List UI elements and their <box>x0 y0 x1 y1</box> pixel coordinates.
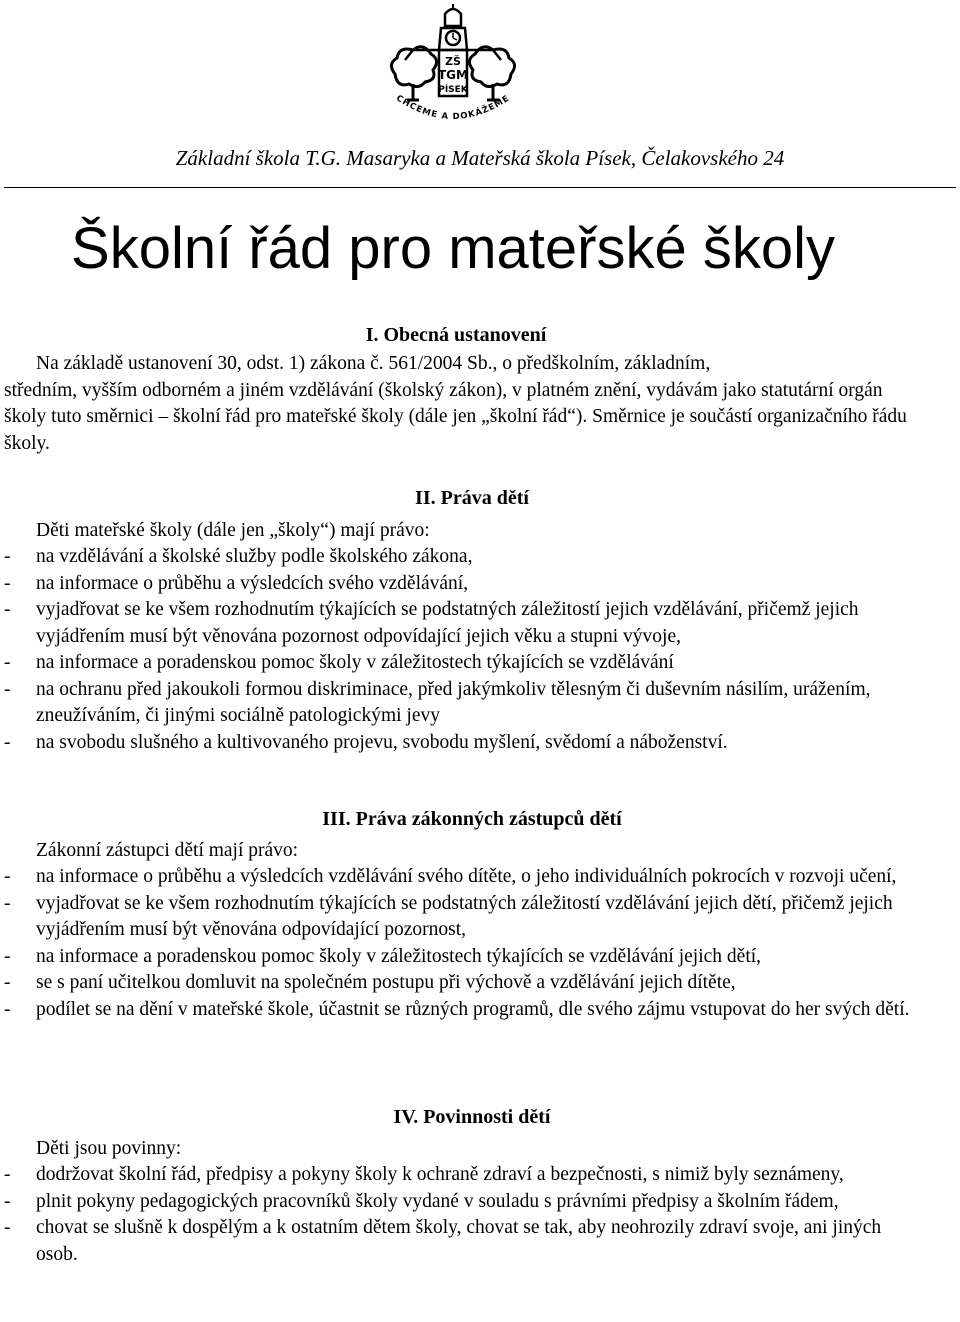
list-item: - plnit pokyny pedagogických pracovníků školy vydané v souladu s právními předpisy a školním řádem, <box>4 1190 839 1212</box>
list-item: - vyjadřovat se ke všem rozhodnutím týkajících se podstatných záležitostí vzdělávání jejich dětí, přičemž jejich vyjádřením musí být věnována odpovídající pozornost, <box>4 892 893 940</box>
svg-text:ZŠ: ZŠ <box>445 55 461 68</box>
list-item: - na ochranu před jakoukoli formou diskriminace, před jakýmkoliv tělesným či duševním násilím, urážením, zneužíváním, či jinými sociálně patologickými jevy <box>4 678 871 726</box>
list-item: - na informace o průběhu a výsledcích svého vzdělávání, <box>4 572 469 594</box>
svg-text:TGM: TGM <box>438 68 468 82</box>
document-title: Školní řád pro mateřské školy <box>71 216 835 281</box>
section-heading-children-rights: II. Práva dětí <box>415 487 529 509</box>
list-item: - na svobodu slušného a kultivovaného projevu, svobodu myšlení, svědomí a náboženství. <box>4 731 728 753</box>
children-rights-list <box>4 544 914 756</box>
header-divider <box>4 187 956 188</box>
tree-icon <box>469 47 514 87</box>
guardian-rights-lead: Zákonní zástupci dětí mají právo: <box>36 840 299 861</box>
list-item: - vyjadřovat se ke všem rozhodnutím týkajících se podstatných záležitostí jejich vzdělávání, přičemž jejich vyjádřením musí být věnována pozornost odpovídající jejich věku a stupni vývoje, <box>4 599 859 647</box>
children-duties-lead: Děti jsou povinny: <box>36 1138 182 1159</box>
list-item: - podílet se na dění v mateřské škole, účastnit se různých programů, dle svého zájmu vstupovat do her svých dětí. <box>4 998 910 1020</box>
school-name: Základní škola T.G. Masaryka a Mateřská škola Písek, Čelakovského 24 <box>175 146 785 170</box>
school-logo <box>383 4 523 132</box>
guardian-rights-list <box>4 864 914 1023</box>
section-heading-general: I. Obecná ustanovení <box>365 324 547 346</box>
general-provisions-paragraph <box>4 351 914 457</box>
list-item: - na vzdělávání a školské služby podle školského zákona, <box>4 546 473 567</box>
list-item: - na informace o průběhu a výsledcích vzdělávání svého dítěte, o jeho individuálních pokrocích v rozvoji učení, <box>4 866 897 887</box>
svg-text:CHCEME A DOKÁŽEME: CHCEME A DOKÁŽEME <box>394 93 512 123</box>
section-heading-children-duties: IV. Povinnosti dětí <box>393 1106 551 1128</box>
paragraph-first-line: Na základě ustanovení 30, odst. 1) zákona č. 561/2004 Sb., o předškolním, základním, <box>36 353 711 374</box>
tree-icon <box>391 47 436 87</box>
list-item: - se s paní učitelkou domluvit na společném postupu při výchově a vzdělávání jejich dítěte, <box>4 972 736 993</box>
list-item: - dodržovat školní řád, předpisy a pokyny školy k ochraně zdraví a bezpečnosti, s nimiž byly seznámeny, <box>4 1164 844 1185</box>
svg-text:PÍSEK: PÍSEK <box>438 85 468 95</box>
list-item: - na informace a poradenskou pomoc školy v záležitostech týkajících se vzdělávání jejich dětí, <box>4 945 762 967</box>
list-item: - na informace a poradenskou pomoc školy v záležitostech týkajících se vzdělávání <box>4 652 674 673</box>
children-rights-lead: Děti mateřské školy (dále jen „školy“) mají právo: <box>36 520 430 541</box>
paragraph-body: středním, vyšším odborném a jiném vzdělávání (školský zákon), v platném znění, vydávám jako statutární orgán školy tuto směrnici – školní řád pro mateřské školy (dále jen „školní řád“). Směrnice je součástí organizačního řádu školy. <box>4 379 907 454</box>
list-item: - chovat se slušně k dospělým a k ostatním dětem školy, chovat se tak, aby neohrozily zdraví svoje, ani jiných osob. <box>4 1217 882 1265</box>
children-duties-list <box>4 1162 914 1268</box>
section-heading-guardian-rights: III. Práva zákonných zástupců dětí <box>322 808 622 830</box>
